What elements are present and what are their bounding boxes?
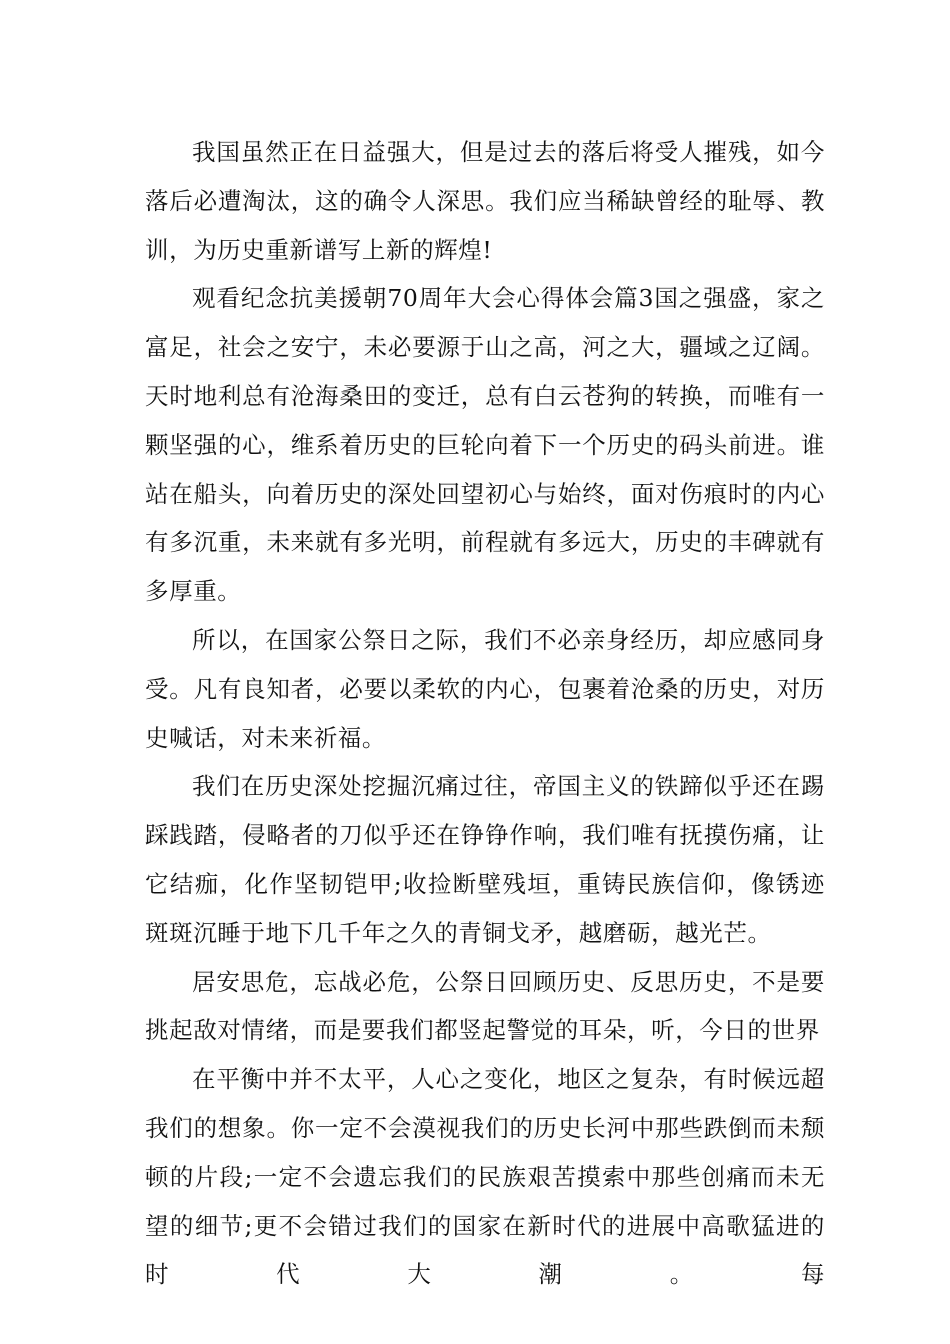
paragraph-5: 居安思危，忘战必危，公祭日回顾历史、反思历史，不是要挑起敌对情绪，而是要我们都竖起警觉的耳朵，听，今日的世界 [145,967,825,1045]
paragraph-6: 在平衡中并不太平，人心之变化，地区之复杂，有时候远超我们的想象。你一定不会漠视我们的历史长河中那些跌倒而未颓顿的片段;一定不会遗忘我们的民族艰苦摸索中那些创痛而未无望的细节;更不会错过我们的国家在新时代的进展中高歌猛进的时代大潮。每 [145,1065,825,1289]
paragraph-2: 观看纪念抗美援朝70周年大会心得体会篇3国之强盛，家之富足，社会之安宁，未必要源于山之高，河之大，疆域之辽阔。天时地利总有沧海桑田的变迁，总有白云苍狗的转换，而唯有一颗坚强的心，维系着历史的巨轮向着下一个历史的码头前进。谁站在船头，向着历史的深处回望初心与始终，面对伤痕时的内心有多沉重，未来就有多光明，前程就有多远大，历史的丰碑就有多厚重。 [145,284,825,606]
paragraph-3: 所以，在国家公祭日之际，我们不必亲身经历，却应感同身受。凡有良知者，必要以柔软的内心，包裹着沧桑的历史，对历史喊话，对未来祈福。 [145,625,825,752]
body-text [145,128,825,1299]
paragraph-4: 我们在历史深处挖掘沉痛过往，帝国主义的铁蹄似乎还在踢踩践踏，侵略者的刀似乎还在铮铮作响，我们唯有抚摸伤痛，让它结痂，化作坚韧铠甲;收捡断壁残垣，重铸民族信仰，像锈迹斑斑沉睡于地下几千年之久的青铜戈矛，越磨砺，越光芒。 [145,772,825,947]
paragraph-1: 我国虽然正在日益强大，但是过去的落后将受人摧残，如今落后必遭淘汰，这的确令人深思。我们应当稀缺曾经的耻辱、教训，为历史重新谱写上新的辉煌! [145,138,825,264]
